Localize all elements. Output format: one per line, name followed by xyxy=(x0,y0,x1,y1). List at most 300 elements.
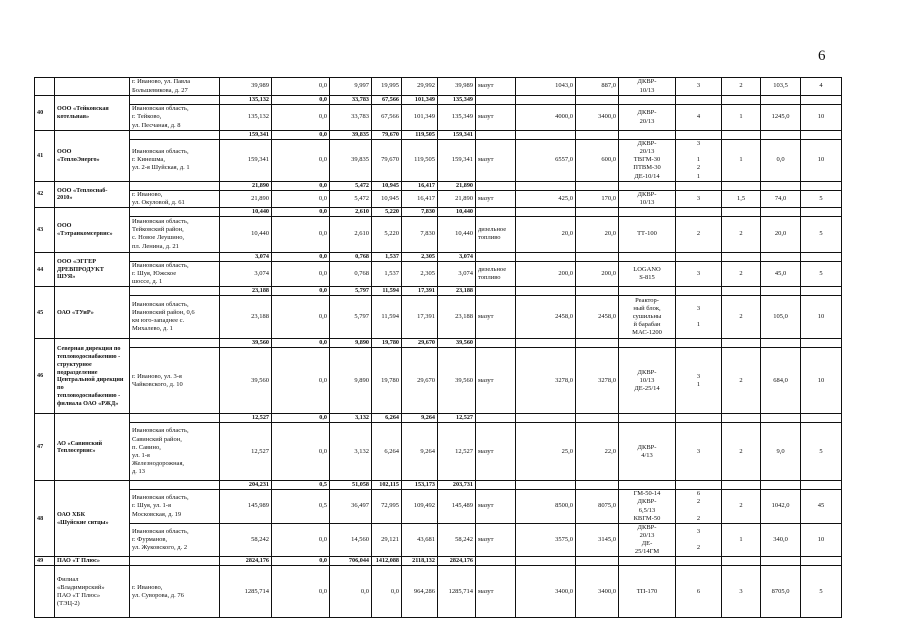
blank-cell xyxy=(516,481,576,490)
value-cell-v3: 5,472 xyxy=(330,181,372,190)
row-number-cell: 46 xyxy=(35,339,55,414)
value-cell-v5: 101,349 xyxy=(402,96,438,105)
blank-cell xyxy=(761,207,801,216)
actual-cell: 3400,0 xyxy=(576,105,619,131)
address-cell: Ивановская область, Ивановский район, 0,6 км юго-западнее с. Михалево, д. 1 xyxy=(130,296,220,339)
table-row xyxy=(35,296,842,339)
org-total-row xyxy=(35,557,842,566)
row-number-cell: 47 xyxy=(35,414,55,481)
fuel-reserve-table xyxy=(34,77,842,618)
reserve-days-cell: 2 xyxy=(722,490,761,524)
actual-cell: 3145,0 xyxy=(576,523,619,557)
value-cell-v4: 10,945 xyxy=(372,181,402,190)
boiler-type-cell: ТТ-100 xyxy=(619,216,676,252)
category-cell: 10 xyxy=(801,523,842,557)
address-cell xyxy=(130,207,220,216)
value-cell-v2: 0,0 xyxy=(272,566,330,618)
actual-cell: 200,0 xyxy=(576,261,619,286)
category-cell: 4 xyxy=(801,78,842,96)
value-cell-v4: 5,220 xyxy=(372,207,402,216)
row-number-cell: 41 xyxy=(35,131,55,182)
org-cell: ООО «ТеплоЭнерго» xyxy=(55,131,130,182)
address-cell xyxy=(130,181,220,190)
category-cell: 5 xyxy=(801,216,842,252)
value-cell-v4: 29,121 xyxy=(372,523,402,557)
org-cell xyxy=(55,78,130,96)
boiler-type-cell: ДКВР- 20/13 xyxy=(619,105,676,131)
org-total-row xyxy=(35,181,842,190)
value-cell-v4: 1412,088 xyxy=(372,557,402,566)
capacity-cell: 8500,0 xyxy=(516,490,576,524)
fuel-type-cell: мазут xyxy=(476,490,516,524)
volume-cell: 1245,0 xyxy=(761,105,801,131)
actual-cell: 20,0 xyxy=(576,216,619,252)
boiler-type-cell: Реактор- ный блок, сушильны й барабан МАС-1200 xyxy=(619,296,676,339)
value-cell-v5: 7,830 xyxy=(402,216,438,252)
value-cell-v6: 23,188 xyxy=(438,296,476,339)
row-number-cell: 42 xyxy=(35,181,55,207)
volume-cell: 103,5 xyxy=(761,78,801,96)
value-cell-v4: 19,780 xyxy=(372,339,402,348)
row-number-cell: 48 xyxy=(35,481,55,557)
capacity-cell: 1043,0 xyxy=(516,78,576,96)
value-cell-v3: 0,768 xyxy=(330,252,372,261)
address-cell: Ивановская область, г. Шуя, ул. 1-я Московская, д. 19 xyxy=(130,490,220,524)
fuel-type-cell: мазут xyxy=(476,423,516,481)
table-row xyxy=(35,105,842,131)
volume-cell: 74,0 xyxy=(761,190,801,207)
reserve-days-cell: 1 xyxy=(722,523,761,557)
address-cell: Ивановская область, Тейковский район, с. Новое Леушино, пл. Ленина, д. 21 xyxy=(130,216,220,252)
boiler-count-cell: 3 1 2 1 xyxy=(676,140,722,182)
address-cell xyxy=(130,339,220,348)
value-cell-v5: 9,264 xyxy=(402,414,438,423)
capacity-cell: 3575,0 xyxy=(516,523,576,557)
value-cell-v6: 135,349 xyxy=(438,105,476,131)
blank-cell xyxy=(619,481,676,490)
value-cell-v1: 39,560 xyxy=(220,348,272,414)
value-cell-v6: 2824,176 xyxy=(438,557,476,566)
value-cell-v2: 0,0 xyxy=(272,414,330,423)
table-body xyxy=(35,78,842,618)
reserve-days-cell: 2 xyxy=(722,348,761,414)
actual-cell: 600,0 xyxy=(576,140,619,182)
value-cell-v6: 10,440 xyxy=(438,207,476,216)
value-cell-v3: 9,890 xyxy=(330,348,372,414)
value-cell-v1: 2824,176 xyxy=(220,557,272,566)
value-cell-v1: 23,188 xyxy=(220,287,272,296)
blank-cell xyxy=(801,414,842,423)
boiler-count-cell: 4 xyxy=(676,105,722,131)
org-cell: Филиал «Владимирский» ПАО «Т Плюс» (ТЭЦ-2) xyxy=(55,566,130,618)
blank-cell xyxy=(722,96,761,105)
boiler-type-cell: ДКВР- 10/13 ДЕ-25/14 xyxy=(619,348,676,414)
reserve-days-cell: 2 xyxy=(722,296,761,339)
blank-cell xyxy=(722,252,761,261)
actual-cell: 170,0 xyxy=(576,190,619,207)
category-cell: 5 xyxy=(801,423,842,481)
value-cell-v2: 0,0 xyxy=(272,140,330,182)
blank-cell xyxy=(722,131,761,140)
value-cell-v3: 9,997 xyxy=(330,78,372,96)
blank-cell xyxy=(476,131,516,140)
value-cell-v2: 0,5 xyxy=(272,481,330,490)
value-cell-v2: 0,0 xyxy=(272,296,330,339)
value-cell-v5: 119,505 xyxy=(402,131,438,140)
blank-cell xyxy=(476,96,516,105)
value-cell-v3: 39,835 xyxy=(330,131,372,140)
value-cell-v4: 79,670 xyxy=(372,131,402,140)
value-cell-v2: 0,0 xyxy=(272,339,330,348)
blank-cell xyxy=(676,181,722,190)
value-cell-v5: 29,670 xyxy=(402,339,438,348)
volume-cell: 8705,0 xyxy=(761,566,801,618)
blank-cell xyxy=(476,414,516,423)
value-cell-v3: 5,472 xyxy=(330,190,372,207)
blank-cell xyxy=(576,207,619,216)
value-cell-v5: 17,391 xyxy=(402,296,438,339)
value-cell-v5: 29,992 xyxy=(402,78,438,96)
blank-cell xyxy=(722,181,761,190)
capacity-cell: 3400,0 xyxy=(516,566,576,618)
value-cell-v2: 0,0 xyxy=(272,348,330,414)
value-cell-v1: 12,527 xyxy=(220,423,272,481)
blank-cell xyxy=(516,181,576,190)
boiler-count-cell: 3 1 xyxy=(676,296,722,339)
blank-cell xyxy=(676,339,722,348)
actual-cell: 887,0 xyxy=(576,78,619,96)
org-cell: ООО «Теплоснаб- 2010» xyxy=(55,181,130,207)
org-cell: ПАО «Т Плюс» xyxy=(55,557,130,566)
fuel-type-cell: мазут xyxy=(476,105,516,131)
blank-cell xyxy=(761,252,801,261)
org-cell: ООО «ЭГГЕР ДРЕВПРОДУКТ ШУЯ» xyxy=(55,252,130,286)
value-cell-v2: 0,0 xyxy=(272,523,330,557)
org-cell: ОАО «ТУиР» xyxy=(55,287,130,339)
category-cell: 10 xyxy=(801,348,842,414)
volume-cell: 45,0 xyxy=(761,261,801,286)
address-cell: Ивановская область, г. Фурманов, ул. Жуковского, д. 2 xyxy=(130,523,220,557)
value-cell-v4: 5,220 xyxy=(372,216,402,252)
value-cell-v2: 0,0 xyxy=(272,181,330,190)
blank-cell xyxy=(476,207,516,216)
value-cell-v3: 51,058 xyxy=(330,481,372,490)
value-cell-v1: 12,527 xyxy=(220,414,272,423)
blank-cell xyxy=(476,181,516,190)
row-number-cell xyxy=(35,78,55,96)
reserve-days-cell: 1 xyxy=(722,140,761,182)
value-cell-v5: 964,286 xyxy=(402,566,438,618)
value-cell-v1: 39,560 xyxy=(220,339,272,348)
row-number-cell: 44 xyxy=(35,252,55,286)
boiler-type-cell: LOGANO S-815 xyxy=(619,261,676,286)
value-cell-v3: 39,835 xyxy=(330,140,372,182)
value-cell-v1: 1285,714 xyxy=(220,566,272,618)
address-cell: Ивановская область, г. Кинешма, ул. 2-я Шуйская, д. 1 xyxy=(130,140,220,182)
fuel-type-cell: дизельное топливо xyxy=(476,261,516,286)
address-cell: Ивановская область, г. Шуя, Южское шоссе, д. 1 xyxy=(130,261,220,286)
value-cell-v5: 16,417 xyxy=(402,190,438,207)
org-cell: ОАО ХБК «Шуйские ситцы» xyxy=(55,481,130,557)
value-cell-v6: 159,341 xyxy=(438,140,476,182)
table-row xyxy=(35,216,842,252)
blank-cell xyxy=(722,287,761,296)
row-number-cell: 40 xyxy=(35,96,55,131)
fuel-type-cell: дизельное топливо xyxy=(476,216,516,252)
table-row xyxy=(35,261,842,286)
capacity-cell: 6557,0 xyxy=(516,140,576,182)
value-cell-v1: 135,132 xyxy=(220,96,272,105)
volume-cell: 105,0 xyxy=(761,296,801,339)
blank-cell xyxy=(761,414,801,423)
blank-cell xyxy=(516,96,576,105)
value-cell-v4: 10,945 xyxy=(372,190,402,207)
address-cell xyxy=(130,252,220,261)
capacity-cell: 25,0 xyxy=(516,423,576,481)
value-cell-v4: 19,995 xyxy=(372,78,402,96)
table-row xyxy=(35,490,842,524)
value-cell-v5: 2,305 xyxy=(402,252,438,261)
blank-cell xyxy=(801,557,842,566)
value-cell-v6: 10,440 xyxy=(438,216,476,252)
address-cell xyxy=(130,287,220,296)
category-cell: 5 xyxy=(801,190,842,207)
value-cell-v3: 5,797 xyxy=(330,296,372,339)
blank-cell xyxy=(476,287,516,296)
actual-cell: 22,0 xyxy=(576,423,619,481)
value-cell-v3: 14,560 xyxy=(330,523,372,557)
blank-cell xyxy=(576,481,619,490)
volume-cell: 9,0 xyxy=(761,423,801,481)
volume-cell: 340,0 xyxy=(761,523,801,557)
blank-cell xyxy=(801,131,842,140)
fuel-type-cell: мазут xyxy=(476,296,516,339)
value-cell-v5: 2,305 xyxy=(402,261,438,286)
blank-cell xyxy=(476,339,516,348)
value-cell-v1: 39,989 xyxy=(220,78,272,96)
org-total-row xyxy=(35,481,842,490)
value-cell-v2: 0,0 xyxy=(272,423,330,481)
category-cell: 45 xyxy=(801,490,842,524)
capacity-cell: 425,0 xyxy=(516,190,576,207)
blank-cell xyxy=(516,252,576,261)
value-cell-v4: 6,264 xyxy=(372,414,402,423)
value-cell-v1: 21,890 xyxy=(220,181,272,190)
capacity-cell: 3278,0 xyxy=(516,348,576,414)
blank-cell xyxy=(676,131,722,140)
org-total-row xyxy=(35,96,842,105)
blank-cell xyxy=(676,252,722,261)
blank-cell xyxy=(619,131,676,140)
value-cell-v3: 3,132 xyxy=(330,423,372,481)
blank-cell xyxy=(619,252,676,261)
value-cell-v3: 0,0 xyxy=(330,566,372,618)
blank-cell xyxy=(516,339,576,348)
org-total-row xyxy=(35,207,842,216)
row-number-cell: 43 xyxy=(35,207,55,252)
actual-cell: 3278,0 xyxy=(576,348,619,414)
value-cell-v4: 19,780 xyxy=(372,348,402,414)
address-cell: г. Иваново, ул. Суворова, д. 76 xyxy=(130,566,220,618)
value-cell-v3: 33,783 xyxy=(330,105,372,131)
row-number-cell: 45 xyxy=(35,287,55,339)
fuel-type-cell: мазут xyxy=(476,348,516,414)
blank-cell xyxy=(801,96,842,105)
value-cell-v4: 11,594 xyxy=(372,296,402,339)
blank-cell xyxy=(722,481,761,490)
boiler-type-cell: ТП-170 xyxy=(619,566,676,618)
boiler-type-cell: ГМ-50-14 ДКВР- 6,5/13 КВГМ-50 xyxy=(619,490,676,524)
boiler-count-cell: 6 2 2 xyxy=(676,490,722,524)
value-cell-v4: 1,537 xyxy=(372,261,402,286)
blank-cell xyxy=(722,414,761,423)
address-cell xyxy=(130,414,220,423)
value-cell-v6: 21,890 xyxy=(438,181,476,190)
value-cell-v6: 1285,714 xyxy=(438,566,476,618)
blank-cell xyxy=(576,131,619,140)
table-row xyxy=(35,423,842,481)
value-cell-v6: 145,489 xyxy=(438,490,476,524)
fuel-type-cell: мазут xyxy=(476,523,516,557)
blank-cell xyxy=(676,287,722,296)
value-cell-v3: 2,610 xyxy=(330,207,372,216)
value-cell-v6: 39,560 xyxy=(438,348,476,414)
value-cell-v6: 23,188 xyxy=(438,287,476,296)
blank-cell xyxy=(722,207,761,216)
value-cell-v1: 145,989 xyxy=(220,490,272,524)
boiler-count-cell: 3 xyxy=(676,423,722,481)
value-cell-v1: 21,890 xyxy=(220,190,272,207)
address-cell: Ивановская область, г. Тейково, ул. Песчаная, д. 8 xyxy=(130,105,220,131)
value-cell-v3: 9,890 xyxy=(330,339,372,348)
value-cell-v3: 3,132 xyxy=(330,414,372,423)
blank-cell xyxy=(516,207,576,216)
value-cell-v2: 0,0 xyxy=(272,131,330,140)
address-cell: г. Иваново, ул. Окуловой, д. 61 xyxy=(130,190,220,207)
blank-cell xyxy=(761,181,801,190)
org-cell: АО «Савинский Теплосервис» xyxy=(55,414,130,481)
org-total-row xyxy=(35,414,842,423)
value-cell-v6: 3,074 xyxy=(438,261,476,286)
row-number-cell xyxy=(35,566,55,618)
blank-cell xyxy=(576,557,619,566)
table-row xyxy=(35,78,842,96)
blank-cell xyxy=(676,557,722,566)
boiler-type-cell: ДКВР- 20/13 ДЕ- 25/14ГМ xyxy=(619,523,676,557)
org-total-row xyxy=(35,131,842,140)
volume-cell: 20,0 xyxy=(761,216,801,252)
table-row xyxy=(35,140,842,182)
org-total-row xyxy=(35,339,842,348)
table-row xyxy=(35,348,842,414)
value-cell-v1: 58,242 xyxy=(220,523,272,557)
category-cell: 10 xyxy=(801,140,842,182)
blank-cell xyxy=(722,339,761,348)
capacity-cell: 200,0 xyxy=(516,261,576,286)
value-cell-v5: 29,670 xyxy=(402,348,438,414)
blank-cell xyxy=(676,207,722,216)
blank-cell xyxy=(761,557,801,566)
blank-cell xyxy=(761,481,801,490)
reserve-days-cell: 1 xyxy=(722,105,761,131)
value-cell-v3: 33,783 xyxy=(330,96,372,105)
blank-cell xyxy=(801,287,842,296)
blank-cell xyxy=(576,181,619,190)
blank-cell xyxy=(676,481,722,490)
value-cell-v5: 7,830 xyxy=(402,207,438,216)
blank-cell xyxy=(619,557,676,566)
org-cell: ООО «Тэтранкомсервис» xyxy=(55,207,130,252)
value-cell-v5: 101,349 xyxy=(402,105,438,131)
boiler-count-cell: 3 xyxy=(676,78,722,96)
org-total-row xyxy=(35,287,842,296)
value-cell-v3: 36,497 xyxy=(330,490,372,524)
boiler-count-cell: 3 xyxy=(676,190,722,207)
value-cell-v2: 0,0 xyxy=(272,557,330,566)
value-cell-v2: 0,0 xyxy=(272,96,330,105)
capacity-cell: 4000,0 xyxy=(516,105,576,131)
value-cell-v4: 102,115 xyxy=(372,481,402,490)
reserve-days-cell: 2 xyxy=(722,216,761,252)
category-cell: 10 xyxy=(801,296,842,339)
blank-cell xyxy=(761,131,801,140)
blank-cell xyxy=(619,287,676,296)
volume-cell: 1042,0 xyxy=(761,490,801,524)
category-cell: 5 xyxy=(801,566,842,618)
value-cell-v2: 0,0 xyxy=(272,216,330,252)
table-row xyxy=(35,566,842,618)
boiler-type-cell: ДКВР- 10/13 xyxy=(619,190,676,207)
fuel-type-cell: мазут xyxy=(476,190,516,207)
blank-cell xyxy=(619,181,676,190)
value-cell-v1: 159,341 xyxy=(220,131,272,140)
value-cell-v4: 0,0 xyxy=(372,566,402,618)
fuel-type-cell: мазут xyxy=(476,78,516,96)
actual-cell: 2458,0 xyxy=(576,296,619,339)
boiler-count-cell: 3 2 xyxy=(676,523,722,557)
reserve-days-cell: 1,5 xyxy=(722,190,761,207)
value-cell-v6: 203,731 xyxy=(438,481,476,490)
blank-cell xyxy=(801,181,842,190)
address-cell xyxy=(130,557,220,566)
value-cell-v5: 109,492 xyxy=(402,490,438,524)
blank-cell xyxy=(761,339,801,348)
capacity-cell: 20,0 xyxy=(516,216,576,252)
boiler-count-cell: 2 xyxy=(676,216,722,252)
boiler-type-cell: ДКВР- 10/13 xyxy=(619,78,676,96)
blank-cell xyxy=(516,557,576,566)
blank-cell xyxy=(761,287,801,296)
reserve-days-cell: 2 xyxy=(722,78,761,96)
value-cell-v6: 39,560 xyxy=(438,339,476,348)
category-cell: 10 xyxy=(801,105,842,131)
value-cell-v3: 0,768 xyxy=(330,261,372,286)
volume-cell: 684,0 xyxy=(761,348,801,414)
blank-cell xyxy=(676,96,722,105)
boiler-count-cell: 3 xyxy=(676,261,722,286)
value-cell-v5: 9,264 xyxy=(402,423,438,481)
blank-cell xyxy=(516,131,576,140)
value-cell-v2: 0,0 xyxy=(272,252,330,261)
value-cell-v6: 3,074 xyxy=(438,252,476,261)
value-cell-v2: 0,5 xyxy=(272,490,330,524)
value-cell-v5: 153,173 xyxy=(402,481,438,490)
address-cell xyxy=(130,131,220,140)
value-cell-v4: 79,670 xyxy=(372,140,402,182)
value-cell-v6: 39,989 xyxy=(438,78,476,96)
boiler-type-cell: ДКВР- 4/13 xyxy=(619,423,676,481)
value-cell-v4: 6,264 xyxy=(372,423,402,481)
